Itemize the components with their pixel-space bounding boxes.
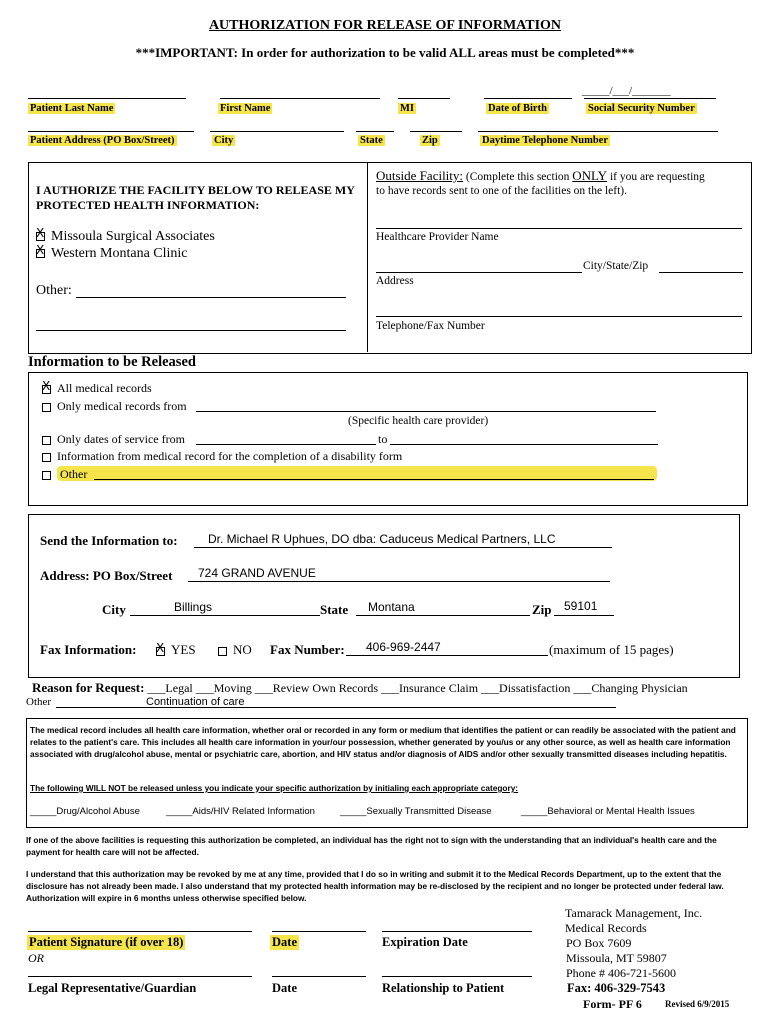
address-label: Patient Address (PO Box/Street) — [30, 135, 175, 146]
company-dept: Medical Records — [565, 921, 647, 935]
provider-name-label: Healthcare Provider Name — [376, 231, 499, 243]
fax-number-value[interactable]: 406-969-2447 — [366, 640, 441, 654]
dob-label: Date of Birth — [488, 103, 547, 114]
send-to-label: Send the Information to: — [40, 533, 178, 548]
other-release-field[interactable] — [94, 479, 654, 480]
checkbox-icon[interactable] — [218, 647, 227, 656]
mi-field[interactable] — [398, 98, 450, 99]
checkbox-icon[interactable] — [42, 453, 51, 462]
guardian-signature-field[interactable] — [28, 976, 252, 977]
dob-field[interactable] — [484, 98, 572, 99]
category-hiv[interactable]: _____Aids/HIV Related Information — [166, 806, 315, 817]
send-state-value[interactable]: Montana — [368, 600, 415, 614]
patient-signature-field[interactable] — [28, 931, 252, 932]
patient-date-field[interactable] — [272, 931, 366, 932]
other-facility-field[interactable] — [76, 297, 346, 298]
patient-date-label: Date — [272, 935, 297, 949]
fax-number-field[interactable] — [346, 655, 548, 656]
telephone-fax-field[interactable] — [376, 316, 742, 317]
phone-field[interactable] — [478, 131, 718, 132]
checkbox-checked-icon[interactable] — [156, 647, 165, 656]
po-box-field[interactable] — [188, 581, 610, 582]
send-zip-label: Zip — [532, 602, 552, 617]
state-field[interactable] — [356, 131, 394, 132]
other-facility-label: Other: — [36, 283, 72, 298]
send-city-label: City — [102, 602, 126, 617]
other-label: Other — [60, 467, 88, 481]
release-option-all[interactable]: XAll medical records — [42, 381, 152, 396]
po-box-label: Address: PO Box/Street — [40, 568, 173, 583]
reason-other-value[interactable]: Continuation of care — [146, 696, 245, 708]
form-number: Form- PF 6 — [583, 997, 642, 1011]
guardian-date-field[interactable] — [272, 976, 366, 977]
phone-label: Daytime Telephone Number — [482, 135, 608, 146]
fax-info-label: Fax Information: — [40, 642, 137, 657]
city-state-zip-label: City/State/Zip — [583, 260, 649, 272]
company-city: Missoula, MT 59807 — [566, 951, 667, 965]
ssn-label: Social Security Number — [588, 103, 695, 114]
send-zip-value[interactable]: 59101 — [564, 599, 598, 613]
fax-number-label: Fax Number: — [270, 642, 345, 657]
company-name: Tamarack Management, Inc. — [565, 906, 703, 920]
provider-name-field[interactable] — [376, 228, 742, 229]
checkbox-checked-icon[interactable] — [36, 232, 45, 241]
send-to-value[interactable]: Dr. Michael R Uphues, DO dba: Caduceus Medical Partners, LLC — [208, 532, 556, 546]
last-name-field[interactable] — [28, 98, 186, 99]
zip-field[interactable] — [410, 131, 462, 132]
facility-option-2[interactable]: XWestern Montana Clinic — [36, 246, 188, 262]
release-option-other[interactable] — [42, 467, 57, 482]
checkbox-checked-icon[interactable] — [42, 385, 51, 394]
release-option-provider[interactable]: Only medical records from — [42, 399, 187, 414]
release-option-dates[interactable]: Only dates of service from — [42, 432, 185, 447]
state-label: State — [360, 135, 383, 146]
company-phone: Phone # 406-721-5600 — [566, 966, 676, 980]
relationship-label: Relationship to Patient — [382, 981, 505, 995]
will-not-release-notice: The following WILL NOT be released unless you indicate your specific authorization by initialing each appropriate category: — [30, 783, 519, 793]
other-facility-field-2[interactable] — [36, 330, 346, 331]
reason-other-label: Other — [26, 696, 52, 708]
important-notice: ***IMPORTANT: In order for authorization to be valid ALL areas must be completed*** — [135, 45, 635, 60]
outside-facility-instructions: to have records sent to one of the facilities on the left). — [376, 185, 627, 197]
category-std[interactable]: _____Sexually Transmitted Disease — [340, 806, 492, 817]
ssn-separator: _____/___/_______ — [582, 85, 671, 97]
expiration-date-label: Expiration Date — [382, 935, 468, 949]
patient-signature-label: Patient Signature (if over 18) — [29, 935, 184, 949]
first-name-field[interactable] — [220, 98, 380, 99]
fax-no-option[interactable]: NO — [218, 642, 252, 658]
release-option-disability[interactable]: Information from medical record for the completion of a disability form — [42, 449, 402, 464]
max-pages-note: (maximum of 15 pages) — [549, 642, 674, 657]
or-label: OR — [28, 951, 44, 965]
relationship-field[interactable] — [382, 976, 532, 977]
city-field[interactable] — [210, 131, 344, 132]
send-city-field[interactable] — [130, 615, 320, 616]
address-field[interactable] — [28, 131, 194, 132]
category-drug[interactable]: _____Drug/Alcohol Abuse — [30, 806, 140, 817]
date-to-field[interactable] — [390, 444, 658, 445]
mi-label: MI — [400, 103, 414, 114]
zip-label: Zip — [422, 135, 438, 146]
category-behavioral[interactable]: _____Behavioral or Mental Health Issues — [521, 806, 695, 817]
checkbox-icon[interactable] — [42, 403, 51, 412]
specific-provider-field[interactable] — [196, 411, 656, 412]
date-to-label: to — [378, 432, 388, 446]
expiration-date-field[interactable] — [382, 931, 532, 932]
checkbox-icon[interactable] — [42, 471, 51, 480]
reason-row: Reason for Request: ___Legal ___Moving ___Review Own Records ___Insurance Claim ___Dissatisfaction ___Changing Physician — [32, 680, 688, 695]
revised-date: Revised 6/9/2015 — [665, 999, 730, 1009]
send-state-label: State — [320, 602, 349, 617]
city-state-zip-field[interactable] — [659, 272, 743, 273]
form-title: AUTHORIZATION FOR RELEASE OF INFORMATION — [208, 18, 562, 33]
provider-address-field[interactable] — [376, 272, 582, 273]
send-state-field[interactable] — [356, 615, 530, 616]
company-po: PO Box 7609 — [566, 936, 632, 950]
last-name-label: Patient Last Name — [30, 103, 114, 114]
facility-option-1[interactable]: XMissoula Surgical Associates — [36, 229, 215, 245]
revocation-notice: I understand that this authorization may be revoked by me at any time, provided that I do so in writing and submit it to the Medical Records Department, up to the extent that the disclosure has not already been made. I also understand that my protected health information may be re-disclosed by the recipient and no longer be protected under federal law. Authorization will expire in 6 months unless otherwise specified below. — [26, 869, 724, 903]
specific-provider-label: (Specific health care provider) — [348, 415, 489, 427]
section-divider — [367, 162, 368, 352]
checkbox-icon[interactable] — [42, 436, 51, 445]
outside-facility-heading: Outside Facility: (Complete this section ONLY if you are requesting — [376, 168, 705, 183]
first-name-label: First Name — [220, 103, 271, 114]
telephone-fax-label: Telephone/Fax Number — [376, 320, 485, 332]
city-label: City — [214, 135, 234, 146]
fax-yes-option[interactable]: X YES — [156, 642, 196, 658]
guardian-date-label: Date — [272, 981, 297, 995]
checkbox-checked-icon[interactable] — [36, 249, 45, 258]
send-city-value[interactable]: Billings — [174, 600, 213, 614]
ssn-field[interactable] — [584, 98, 716, 99]
guardian-label: Legal Representative/Guardian — [28, 981, 197, 995]
date-from-field[interactable] — [196, 444, 376, 445]
authorize-heading: I AUTHORIZE THE FACILITY BELOW TO RELEASE MY PROTECTED HEALTH INFORMATION: — [36, 183, 355, 212]
right-not-to-sign: If one of the above facilities is requesting this authorization be completed, an individual has the right not to sign with the understanding that an individual's health care and the payment for health care will not be affected. — [26, 835, 717, 857]
provider-address-label: Address — [376, 275, 414, 287]
release-heading: Information to be Released — [28, 354, 196, 370]
company-fax: Fax: 406-329-7543 — [567, 981, 666, 995]
po-box-value[interactable]: 724 GRAND AVENUE — [198, 566, 316, 580]
medical-record-definition: The medical record includes all health care information, whether oral or recorded in any form or medium that identifies the patient or can readily be associated with the patient and relates to the patient's care. This includes all health care information in your/our possession, whether generated by you/us or any other source, as well as health care information associated with drug/alcohol abuse, mental or psychiatric care, abortion, and HIV status and/or diagnosis of AIDS and/or other sexually transmitted diseases including hepatitis. — [30, 725, 736, 759]
reason-other-field[interactable] — [56, 707, 616, 708]
send-to-field[interactable] — [194, 547, 612, 548]
send-zip-field[interactable] — [554, 615, 614, 616]
